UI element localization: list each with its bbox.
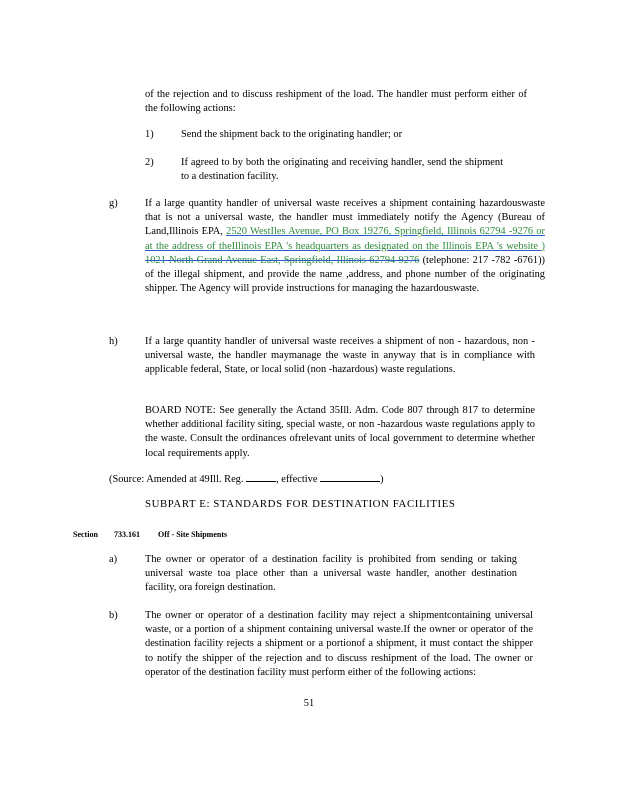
subsection-h-label: h) <box>109 336 118 347</box>
page-number: 51 <box>303 698 315 709</box>
subsection-b-label: b) <box>109 610 118 621</box>
g-text-before: If a large quantity handler of universal waste receives a shipment containing hazardouswaste that is not a universal waste, the handler must immediately notify the Agency (Bureau of Land,Illinois EPA, <box>145 198 545 238</box>
section-title: Off - Site Shipments <box>158 530 228 539</box>
subpart-heading: SUBPART E: STANDARDS FOR DESTINATION FACILITIES <box>145 498 456 510</box>
effective-blank <box>320 481 380 482</box>
source-prefix: (Source: Amended at 49Ill. Reg. <box>109 474 244 485</box>
subsection-b-text: The owner or operator of a destination facility may reject a shipmentcontaining universal waste, or a portion of a shipment containing universal waste.If the owner or operator of the destination facility rejects a shipment or a portionof a shipment, it must contact the shipper to notify the shipper of the rejection and to discuss reshipment of the load. The owner or operator of the destination facility must perform either of the following actions: <box>145 610 533 678</box>
item-1-text: Send the shipment back to the originating handler; or <box>181 129 403 140</box>
subsection-g-label: g) <box>109 198 118 209</box>
source-note <box>109 473 529 487</box>
continuation-paragraph: of the rejection and to discuss reshipment of the load. The handler must perform either of the following actions: <box>145 89 527 115</box>
section-number: 733.161 <box>114 530 140 539</box>
item-2-label: 2) <box>145 157 154 168</box>
source-end: ) <box>380 474 384 485</box>
section-word: Section <box>73 530 98 539</box>
item-2-text: If agreed to by both the originating and receiving handler, send the shipment to a destination facility. <box>181 157 503 183</box>
subsection-g-text <box>145 197 545 296</box>
g-inserted-address: 2520 WestIles Avenue, PO Box 19276, Springfield, Illinois 62794 -9276 or at the address of theIllinois EPA 's headquarters as designated on the Illinois EPA 's website ) <box>145 226 545 252</box>
board-note: BOARD NOTE: See generally the Actand 35Ill. Adm. Code 807 through 817 to determine whether additional facility siting, special waste, or non -hazardous waste regulations apply to the waste. Consult the ordinances ofrelevant units of local government to determine whether local requirements apply. <box>145 405 535 459</box>
g-deleted-address: 1021 North Grand Avenue East, Springfield, Illinois 62794 9276 <box>145 254 420 266</box>
item-1-label: 1) <box>145 129 154 140</box>
subsection-h-text: If a large quantity handler of universal waste receives a shipment of non - hazardous, non -universal waste, the handler maymanage the waste in anyway that is in compliance with applicable federal, State, or local solid (non -hazardous) waste regulations. <box>145 336 535 376</box>
subsection-a-text: The owner or operator of a destination facility is prohibited from sending or taking universal waste toa place other than a universal waste handler, another destination facility, ora foreign destination. <box>145 554 517 594</box>
source-mid: , effective <box>276 474 318 485</box>
reg-blank <box>246 481 276 482</box>
g-text-after: (telephone: 217 -782 -6761)) of the illegal shipment, and provide the name ,address, and phone number of the originating shipper. The Agency will provide instructions for managing the hazardouswaste. <box>145 254 545 295</box>
subsection-a-label: a) <box>109 554 118 565</box>
